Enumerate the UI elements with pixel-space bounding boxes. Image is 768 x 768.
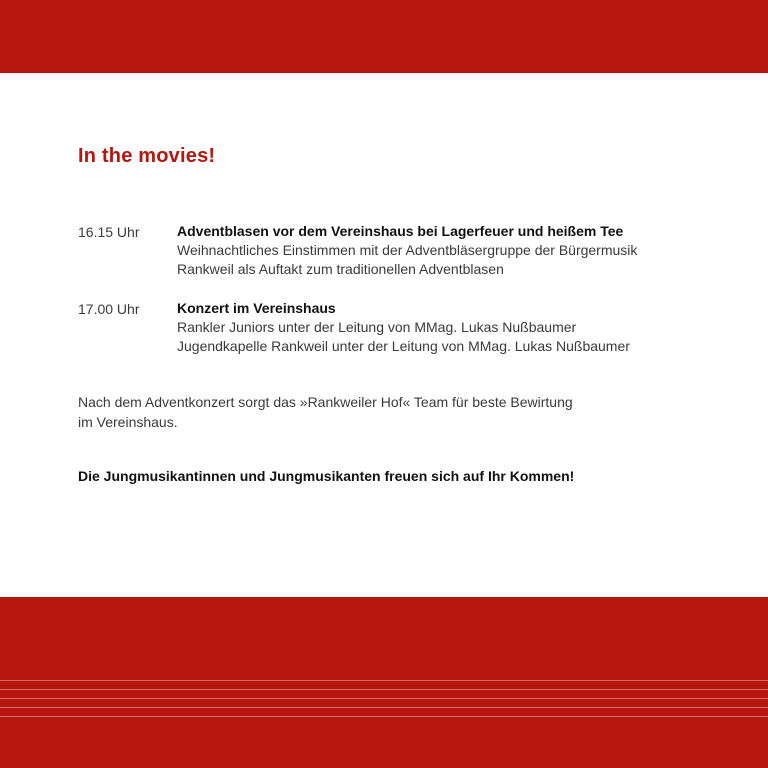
event-description-line: Weihnachtliches Einstimmen mit der Adventbläsergruppe der Bürgermusik [177, 242, 638, 258]
bottom-banner [0, 597, 768, 768]
event-title: Konzert im Vereinshaus [177, 300, 336, 316]
event-time: 16.15 Uhr [78, 224, 140, 240]
staff-line [0, 689, 768, 690]
catering-note [78, 392, 678, 432]
staff-line [0, 680, 768, 681]
closing-statement: Die Jungmusikantinnen und Jungmusikanten freuen sich auf Ihr Kommen! [78, 468, 575, 484]
event-description-line: Rankler Juniors unter der Leitung von MMag. Lukas Nußbaumer [177, 319, 577, 335]
staff-line [0, 716, 768, 717]
event-time: 17.00 Uhr [78, 301, 140, 317]
schedule-item [78, 222, 718, 279]
page-title: In the movies! [78, 145, 216, 167]
catering-note-line: Nach dem Adventkonzert sorgt das »Rankweiler Hof« Team für beste Bewirtung [78, 394, 573, 410]
event-title: Adventblasen vor dem Vereinshaus bei Lagerfeuer und heißem Tee [177, 223, 624, 239]
staff-line [0, 707, 768, 708]
event-schedule [78, 222, 718, 376]
schedule-item [78, 299, 718, 356]
event-description-line: Jugendkapelle Rankweil unter der Leitung von MMag. Lukas Nußbaumer [177, 338, 630, 354]
event-details [177, 222, 718, 279]
top-banner [0, 0, 768, 73]
event-description-line: Rankweil als Auftakt zum traditionellen Adventblasen [177, 261, 504, 277]
event-details [177, 299, 718, 356]
catering-note-line: im Vereinshaus. [78, 414, 178, 430]
staff-line [0, 698, 768, 699]
